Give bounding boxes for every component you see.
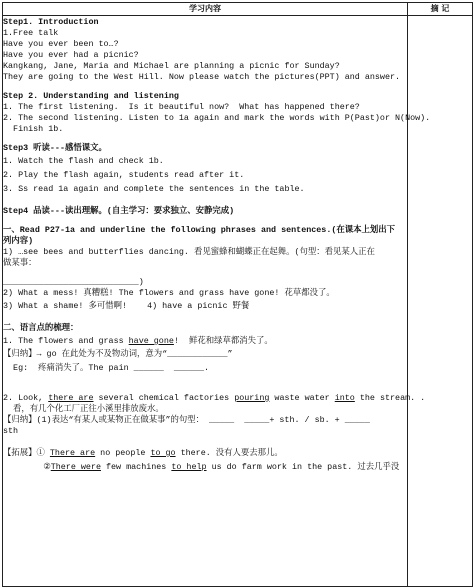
content-cell: [3, 16, 431, 587]
grammar-1-note: 【归纳】→ go 在此处为不及物动词，意为“____________”: [3, 349, 233, 359]
step1-line: Kangkang, Jane, Maria and Michael are planning a picnic for Sunday?: [3, 61, 340, 71]
column-header-notes: 摘 记: [408, 3, 473, 16]
grammar-2-note-cont: sth: [3, 426, 19, 436]
phrase-1-blank: ___________________________): [3, 277, 144, 287]
step3-line: 2. Play the flash again, students read after it.: [3, 170, 245, 180]
grammar-1: 1. The flowers and grass have gone! 鲜花和绿草都消失了。: [3, 336, 273, 346]
step2-line: 1. The first listening. Is it beautiful now? What has happened there?: [3, 102, 360, 112]
step2-title: Step 2. Understanding and listening: [3, 91, 179, 101]
worksheet-table: [2, 2, 473, 587]
phrase-3: 3) What a shame! 多可惜啊! 4) have a picnic 野餐: [3, 301, 250, 311]
step3-line: 1. Watch the flash and check 1b.: [3, 156, 164, 166]
extension-1: 【拓展】① There are no people to go there. 没有人要去那儿。: [3, 448, 283, 458]
step3-title: Step3 听读---感悟课文。: [3, 143, 107, 153]
step1-line: 1.Free talk: [3, 28, 59, 38]
grammar-2-note: 【归纳】(1)表达“有某人或某物正在做某事”的句型： _____ _____+ sth. / sb. + _____: [3, 415, 370, 425]
step1-line: Have you ever had a picnic?: [3, 50, 139, 60]
part2-title: 二、语言点的梳理：: [3, 323, 79, 333]
part1-title-cont: 列内容): [3, 236, 34, 246]
step1-line: They are going to the West Hill. Now please watch the pictures(PPT) and answer.: [3, 72, 401, 82]
grammar-2-translation: 看，有几个化工厂正往小溪里排放废水。: [3, 404, 164, 414]
part1-title: 一、Read P27-1a and underline the following phrases and sentences.(在课本上划出下: [3, 225, 396, 235]
grammar-2: 2. Look, there are several chemical factories pouring waste water into the stream. .: [3, 393, 426, 403]
step4-title: Step4 品读---读出理解。(自主学习：要求独立、安静完成): [3, 206, 235, 216]
extension-2: ②There were few machines to help us do farm work in the past. 过去几乎没: [3, 462, 400, 472]
step1-line: Have you ever been to…?: [3, 39, 119, 49]
step2-line: Finish 1b.: [3, 124, 64, 134]
step1-title: Step1. Introduction: [3, 17, 99, 27]
column-header-content: 学习内容: [3, 3, 408, 16]
notes-cell: [408, 16, 473, 587]
step3-line: 3. Ss read 1a again and complete the sentences in the table.: [3, 184, 305, 194]
phrase-1-cont: 做某事：: [3, 258, 37, 268]
step2-line: 2. The second listening. Listen to 1a again and mark the words with P(Past)or N(Now).: [3, 113, 431, 123]
phrase-2: 2) What a mess! 真糟糕! The flowers and grass have gone! 花草都没了。: [3, 288, 335, 298]
phrase-1: 1) …see bees and butterflies dancing. 看见蜜蜂和蝴蝶正在起舞。(句型：看见某人正在: [3, 247, 375, 257]
grammar-1-example: Eg: 疼痛消失了。The pain ______ ______.: [3, 363, 210, 373]
